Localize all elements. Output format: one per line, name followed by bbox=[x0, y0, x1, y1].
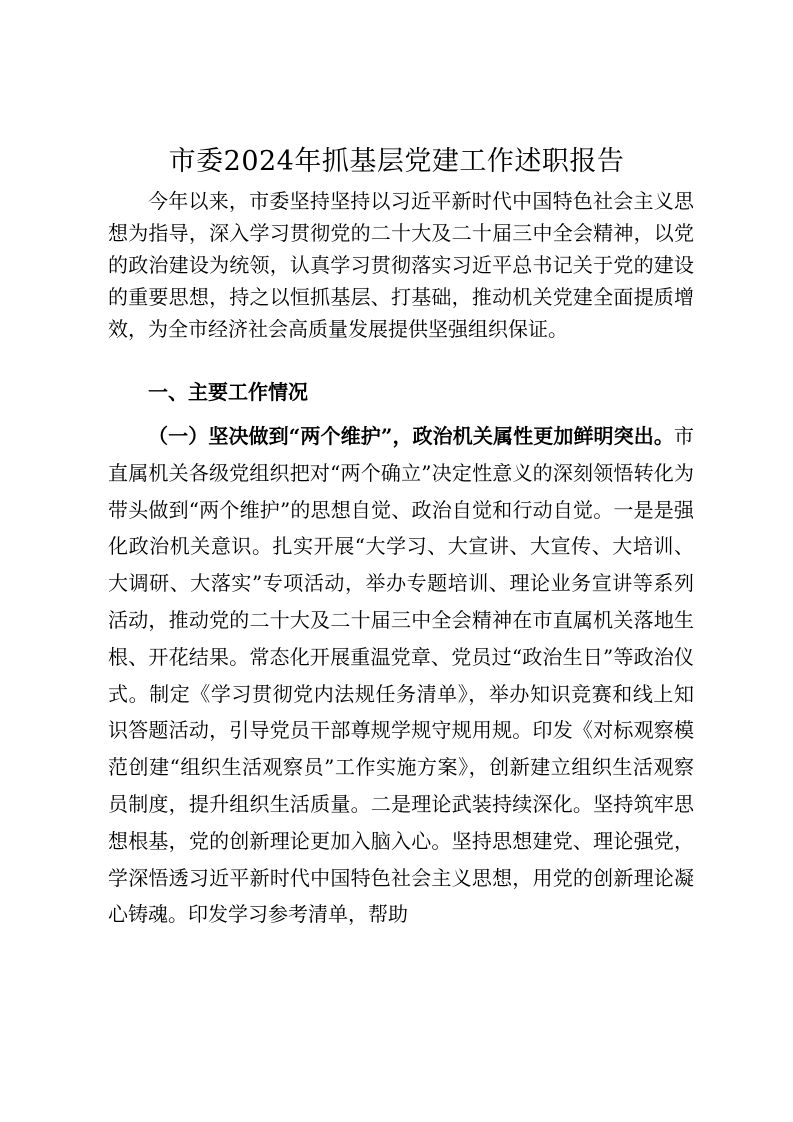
subsection-body: 市直属机关各级党组织把对“两个确立”决定性意义的深刻领悟转化为带头做到“两个维护”的思想自觉、政治自觉和行动自觉。一是是强化政治机关意识。扎实开展“大学习、大宣讲、大宣传、大培训、大调研、大落实”专项活动，举办专题培训、理论业务宣讲等系列活动，推动党的二十大及二十届三中全会精神在市直属机关落地生根、开花结果。常态化开展重温党章、党员过“政治生日”等政治仪式。制定《学习贯彻党内法规任务清单》，举办知识竞赛和线上知识答题活动，引导党员干部尊规学规守规用规。印发《对标观察模范创建“组织生活观察员”工作实施方案》，创新建立组织生活观察员制度，提升组织生活质量。二是理论武装持续深化。坚持筑牢思想根基，党的创新理论更加入脑入心。坚持思想建党、理论强党，学深悟透习近平新时代中国特色社会主义思想，用党的创新理论凝心铸魂。印发学习参考清单，帮助 bbox=[108, 424, 694, 927]
subsection-heading: （一）坚决做到“两个维护”，政治机关属性更加鲜明突出。 bbox=[148, 424, 674, 448]
document-title: 市委2024年抓基层党建工作述职报告 bbox=[168, 146, 625, 177]
intro-paragraph: 今年以来，市委坚持坚持以习近平新时代中国特色社会主义思想为指导，深入学习贯彻党的二十大及二十届三中全会精神，以党的政治建设为统领，认真学习贯彻落实习近平总书记关于党的建设的重要思想，持之以恒抓基层、打基础，推动机关党建全面提质增效，为全市经济社会高质量发展提供坚强组织保证。 bbox=[108, 189, 694, 341]
subsection-paragraph bbox=[108, 418, 694, 933]
section-heading: 一、主要工作情况 bbox=[148, 380, 308, 404]
